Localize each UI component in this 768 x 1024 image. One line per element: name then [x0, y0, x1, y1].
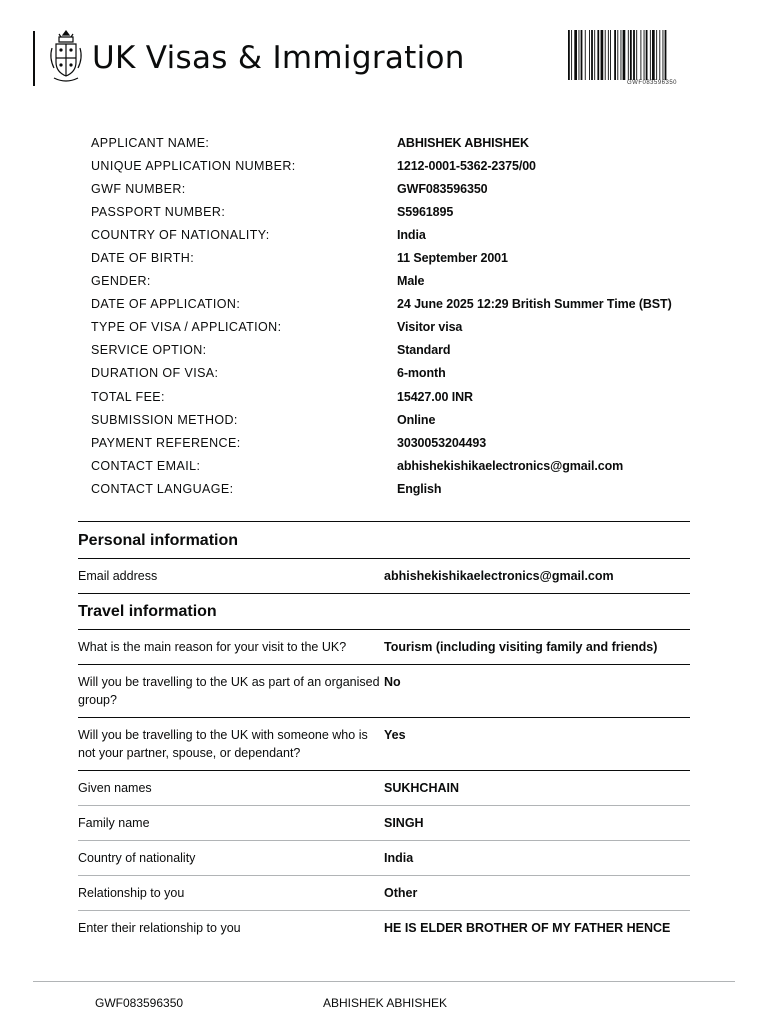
brand-title: UK Visas & Immigration: [92, 40, 465, 76]
summary-label: GWF NUMBER:: [91, 181, 186, 196]
summary-value: Visitor visa: [397, 320, 463, 335]
summary-value: GWF083596350: [397, 181, 488, 196]
footer-applicant-name: ABHISHEK ABHISHEK: [323, 996, 448, 1010]
summary-row: [91, 200, 691, 223]
footer-divider: [33, 981, 735, 982]
summary-row: [91, 431, 691, 454]
header-divider: [33, 31, 35, 86]
personal-information-list: [78, 558, 690, 593]
summary-label: PAYMENT REFERENCE:: [91, 435, 241, 450]
answer-value: Other: [384, 886, 418, 900]
answer-value: abhishekishikaelectronics@gmail.com: [384, 569, 614, 583]
summary-label: UNIQUE APPLICATION NUMBER:: [91, 158, 296, 173]
summary-label: DATE OF APPLICATION:: [91, 297, 241, 312]
summary-value: 3030053204493: [397, 435, 487, 450]
summary-label: TOTAL FEE:: [91, 389, 165, 404]
summary-value: Male: [397, 274, 425, 289]
question-label: Relationship to you: [78, 886, 185, 900]
summary-label: COUNTRY OF NATIONALITY:: [91, 227, 270, 242]
barcode-caption: GWF083596350: [626, 80, 678, 86]
summary-label: APPLICANT NAME:: [91, 135, 210, 150]
summary-label: DATE OF BIRTH:: [91, 251, 195, 266]
summary-value: ABHISHEK ABHISHEK: [397, 135, 529, 150]
question-row: [78, 664, 690, 717]
question-label: Will you be travelling to the UK as part of an organised group?: [78, 675, 380, 707]
summary-row: [91, 270, 691, 293]
summary-row: [91, 477, 691, 500]
travel-information-list: [78, 629, 690, 945]
question-label: Family name: [78, 816, 150, 830]
question-label: What is the main reason for your visit to the UK?: [78, 640, 347, 654]
answer-value: Yes: [384, 728, 406, 742]
summary-row: [91, 177, 691, 200]
question-row: [78, 840, 690, 875]
personal-information-heading: Personal information: [78, 532, 239, 549]
summary-value: 6-month: [397, 366, 446, 381]
summary-value: S5961895: [397, 204, 454, 219]
question-label: Given names: [78, 781, 152, 795]
summary-row: [91, 454, 691, 477]
summary-row: [91, 223, 691, 246]
summary-value: 15427.00 INR: [397, 389, 473, 404]
summary-label: SUBMISSION METHOD:: [91, 412, 238, 427]
summary-label: TYPE OF VISA / APPLICATION:: [91, 320, 282, 335]
answer-value: No: [384, 675, 401, 689]
question-label: Enter their relationship to you: [78, 921, 241, 935]
question-row: [78, 558, 690, 593]
question-row: [78, 717, 690, 770]
question-row: [78, 910, 690, 945]
question-label: Country of nationality: [78, 851, 196, 865]
summary-row: [91, 385, 691, 408]
summary-label: DURATION OF VISA:: [91, 366, 219, 381]
question-row: [78, 875, 690, 910]
summary-value: 24 June 2025 12:29 British Summer Time (BST): [397, 297, 672, 312]
summary-row: [91, 316, 691, 339]
summary-row: [91, 293, 691, 316]
question-label: Will you be travelling to the UK with someone who is not your partner, spouse, or dependant?: [78, 728, 368, 760]
summary-row: [91, 246, 691, 269]
summary-value: Standard: [397, 343, 451, 358]
question-row: [78, 629, 690, 664]
summary-row: [91, 362, 691, 385]
summary-value: Online: [397, 412, 436, 427]
question-row: [78, 805, 690, 840]
question-label: Email address: [78, 569, 158, 583]
footer-gwf-number: GWF083596350: [95, 996, 184, 1010]
summary-value: India: [397, 227, 426, 242]
summary-label: CONTACT EMAIL:: [91, 458, 201, 473]
summary-label: SERVICE OPTION:: [91, 343, 207, 358]
summary-row: [91, 339, 691, 362]
answer-value: Tourism (including visiting family and friends): [384, 640, 658, 654]
summary-row: [91, 408, 691, 431]
summary-value: 1212-0001-5362-2375/00: [397, 158, 536, 173]
summary-label: PASSPORT NUMBER:: [91, 204, 226, 219]
royal-crest-icon: [48, 28, 84, 84]
travel-information-heading: Travel information: [78, 603, 217, 620]
answer-value: SINGH: [384, 816, 424, 830]
summary-label: CONTACT LANGUAGE:: [91, 481, 234, 496]
summary-row: [91, 154, 691, 177]
summary-value: English: [397, 481, 442, 496]
summary-value: abhishekishikaelectronics@gmail.com: [397, 458, 624, 473]
answer-value: SUKHCHAIN: [384, 781, 459, 795]
barcode: [567, 30, 737, 82]
answer-value: India: [384, 851, 414, 865]
answer-value: HE IS ELDER BROTHER OF MY FATHER HENCE: [384, 921, 671, 935]
summary-value: 11 September 2001: [397, 251, 508, 266]
question-row: [78, 770, 690, 805]
application-details: [78, 521, 690, 945]
summary-label: GENDER:: [91, 274, 151, 289]
application-summary: [91, 131, 691, 501]
summary-row: [91, 131, 691, 154]
